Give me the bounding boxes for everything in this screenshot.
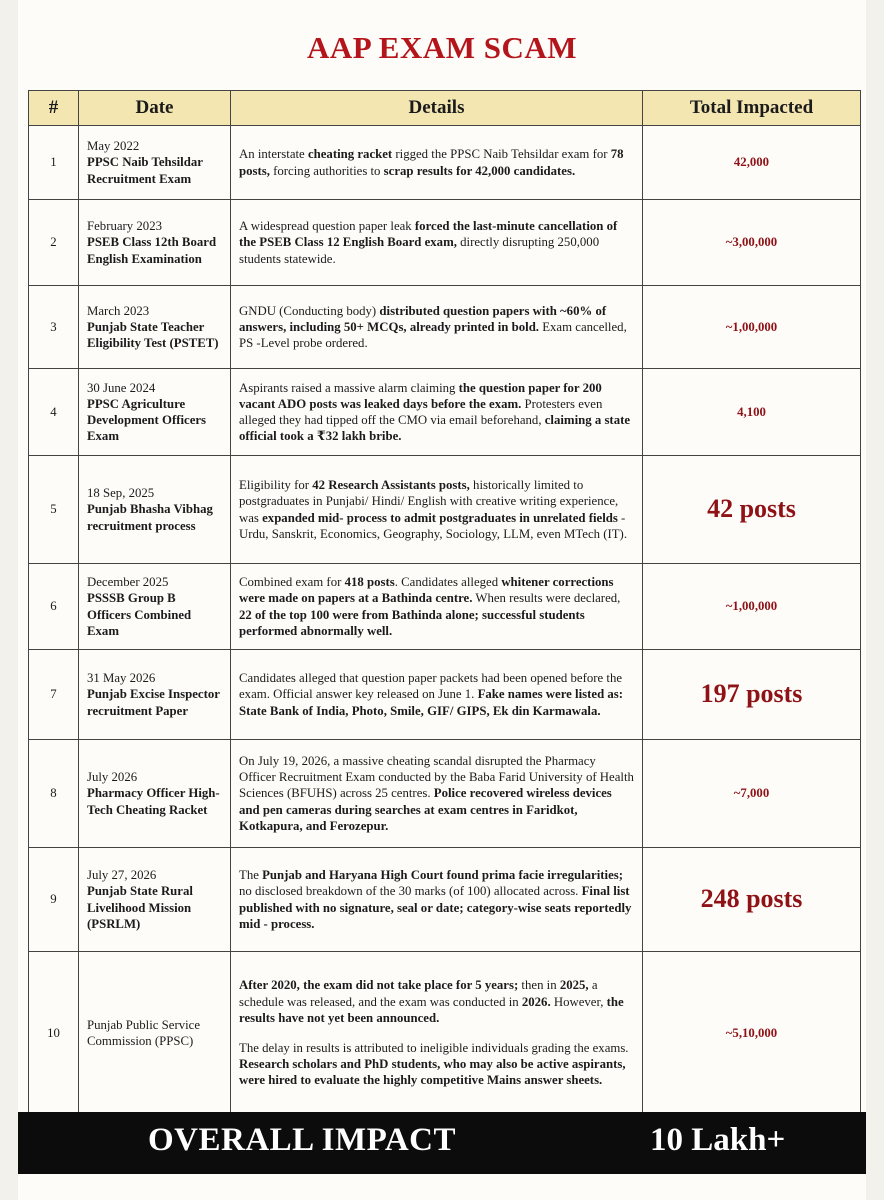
row-exam-name: PPSC Naib Tehsildar Recruitment Exam xyxy=(87,155,203,186)
row-date: July 2026 xyxy=(87,770,138,785)
row-exam-name: Punjab State Teacher Eligibility Test (PSTET) xyxy=(87,319,219,351)
header-total-impacted: Total Impacted xyxy=(643,91,861,126)
row-date: May 2022 xyxy=(87,139,140,154)
row-date: 30 June 2024 xyxy=(87,380,156,395)
table-body xyxy=(29,126,861,1115)
row-details: On July 19, 2026, a massive cheating scandal disrupted the Pharmacy Officer Recruitment Exam conducted by the Baba Farid University of Health Sciences (BFUHS) across 25 centres. Police recovered wireless devices and pen cameras during searches at exam centres in Faridkot, Kotkapura, and Ferozepur. xyxy=(231,740,643,848)
row-date: February 2023 xyxy=(87,219,162,234)
row-total-impacted: ~1,00,000 xyxy=(643,286,861,369)
row-details: Aspirants raised a massive alarm claiming the question paper for 200 vacant ADO posts was leaked days before the exam. Protesters even alleged they had tipped off the CMO via email beforehand, claiming a state official took a ₹32 lakh bribe. xyxy=(231,369,643,456)
table-row xyxy=(29,848,861,952)
row-date-cell xyxy=(79,456,231,564)
row-details: Eligibility for 42 Research Assistants posts, historically limited to postgraduates in Punjabi/ Hindi/ English with creative writing experience, was expanded mid- process to admit postgraduates in unrelated fields - Urdu, Sanskrit, Economics, Geography, Sociology, LLM, even MTech (IT). xyxy=(231,456,643,564)
row-date: 18 Sep, 2025 xyxy=(87,486,155,501)
row-date-cell xyxy=(79,369,231,456)
header-details: Details xyxy=(231,91,643,126)
row-total-impacted: 197 posts xyxy=(643,650,861,740)
table-row xyxy=(29,369,861,456)
row-number: 7 xyxy=(29,650,79,740)
row-number: 5 xyxy=(29,456,79,564)
row-details: After 2020, the exam did not take place for 5 years; then in 2025, a schedule was released, and the exam was conducted in 2026. However, the results have not yet been announced. The delay in results is attributed to ineligible individuals grading the exams. Research scholars and PhD students, who may also be active aspirants, were hired to evaluate the highly competitive Mains answer sheets. xyxy=(231,952,643,1115)
row-number: 10 xyxy=(29,952,79,1115)
table-row xyxy=(29,126,861,200)
row-exam-name: PPSC Agriculture Development Officers Exam xyxy=(87,396,207,444)
row-total-impacted: ~3,00,000 xyxy=(643,200,861,286)
row-details: Combined exam for 418 posts. Candidates alleged whitener corrections were made on papers at a Bathinda centre. When results were declared, 22 of the top 100 were from Bathinda alone; successful students performed abnormally well. xyxy=(231,564,643,650)
row-exam-name: Punjab Excise Inspector recruitment Paper xyxy=(87,687,220,718)
row-exam-name: Punjab Bhasha Vibhag recruitment process xyxy=(87,502,213,533)
row-date-cell xyxy=(79,200,231,286)
row-date: 31 May 2026 xyxy=(87,671,156,686)
row-total-impacted: 4,100 xyxy=(643,369,861,456)
row-details: An interstate cheating racket rigged the PPSC Naib Tehsildar exam for 78 posts, forcing authorities to scrap results for 42,000 candidates. xyxy=(231,126,643,200)
row-total-impacted: ~7,000 xyxy=(643,740,861,848)
table-row xyxy=(29,740,861,848)
row-date: July 27, 2026 xyxy=(87,868,157,883)
row-date-cell xyxy=(79,952,231,1115)
row-exam-name: Punjab Public Service Commission (PPSC) xyxy=(87,1017,201,1048)
row-number: 9 xyxy=(29,848,79,952)
row-exam-name: PSSSB Group B Officers Combined Exam xyxy=(87,591,192,638)
page-title: AAP EXAM SCAM xyxy=(307,30,577,65)
document-page xyxy=(18,0,866,1200)
row-total-impacted: ~5,10,000 xyxy=(643,952,861,1115)
table-row xyxy=(29,952,861,1115)
scam-table xyxy=(28,90,861,1115)
row-date: December 2025 xyxy=(87,575,169,590)
row-number: 4 xyxy=(29,369,79,456)
row-number: 1 xyxy=(29,126,79,200)
row-details: GNDU (Conducting body) distributed question papers with ~60% of answers, including 50+ MCQs, already printed in bold. Exam cancelled, PS -Level probe ordered. xyxy=(231,286,643,369)
row-total-impacted: ~1,00,000 xyxy=(643,564,861,650)
overall-impact-bar xyxy=(18,1112,866,1174)
overall-impact-label: OVERALL IMPACT xyxy=(148,1122,456,1158)
table-row xyxy=(29,286,861,369)
row-date-cell xyxy=(79,848,231,952)
overall-impact-value: 10 Lakh+ xyxy=(650,1122,786,1158)
row-number: 2 xyxy=(29,200,79,286)
row-total-impacted: 42,000 xyxy=(643,126,861,200)
row-date: March 2023 xyxy=(87,303,150,318)
table-row xyxy=(29,564,861,650)
row-date-cell xyxy=(79,650,231,740)
row-details: Candidates alleged that question paper packets had been opened before the exam. Official answer key released on June 1. Fake names were listed as: State Bank of India, Photo, Smile, GIF/ GIPS, Ek din Karmawala. xyxy=(231,650,643,740)
row-total-impacted: 248 posts xyxy=(643,848,861,952)
row-exam-name: PSEB Class 12th Board English Examination xyxy=(87,235,217,266)
table-row xyxy=(29,200,861,286)
row-number: 8 xyxy=(29,740,79,848)
row-number: 3 xyxy=(29,286,79,369)
row-date-cell xyxy=(79,740,231,848)
row-number: 6 xyxy=(29,564,79,650)
row-exam-name: Punjab State Rural Livelihood Mission (PSRLM) xyxy=(87,884,193,931)
table-row xyxy=(29,650,861,740)
table-row xyxy=(29,456,861,564)
table-header-row xyxy=(29,91,861,126)
row-details: A widespread question paper leak forced the last-minute cancellation of the PSEB Class 12 English Board exam, directly disrupting 250,000 students statewide. xyxy=(231,200,643,286)
row-date-cell xyxy=(79,126,231,200)
row-details: The Punjab and Haryana High Court found prima facie irregularities; no disclosed breakdown of the 30 marks (of 100) allocated across. Final list published with no signature, seal or date; category-wise seats reportedly mid - process. xyxy=(231,848,643,952)
row-exam-name: Pharmacy Officer High-Tech Cheating Racket xyxy=(87,786,220,817)
row-total-impacted: 42 posts xyxy=(643,456,861,564)
header-date: Date xyxy=(79,91,231,126)
header-number: # xyxy=(29,91,79,126)
row-date-cell xyxy=(79,564,231,650)
row-date-cell xyxy=(79,286,231,369)
